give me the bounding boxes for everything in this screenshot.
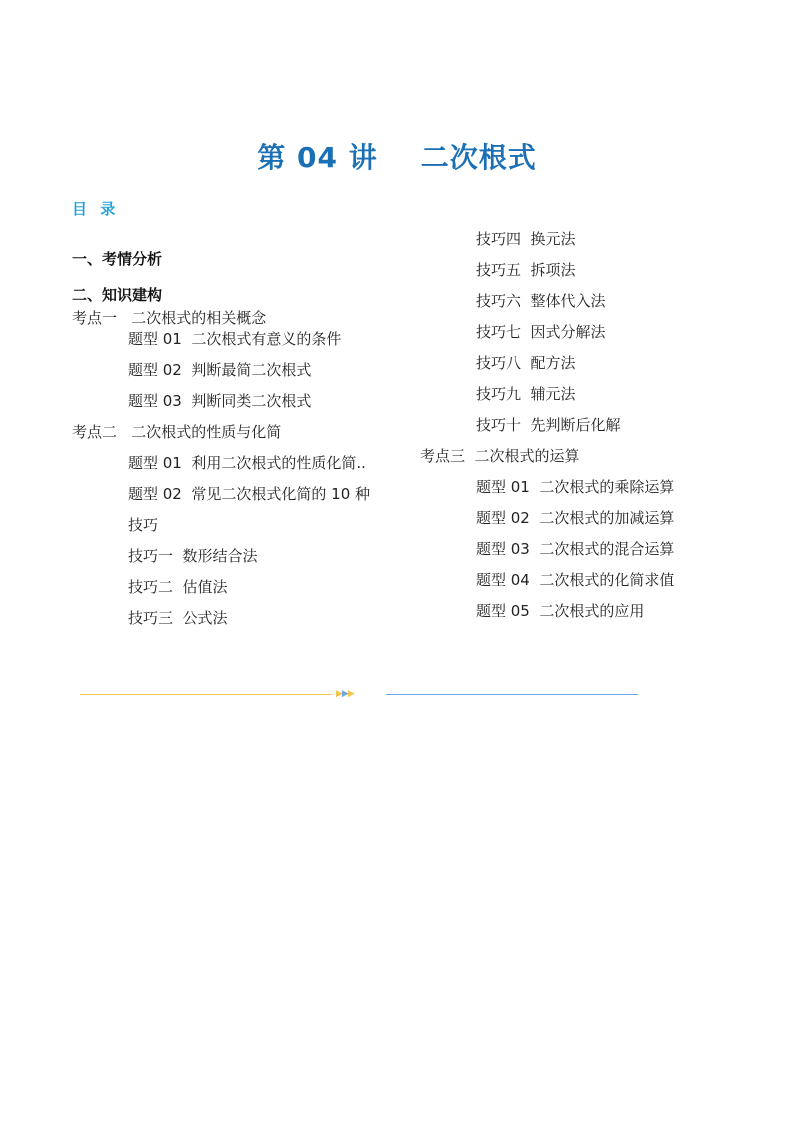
toc-kp3-item[interactable]: 题型 03 二次根式的混合运算 xyxy=(476,540,675,558)
toc-kp1-item[interactable]: 题型 01 二次根式有意义的条件 xyxy=(128,330,342,348)
toc-section-exam-analysis[interactable]: 一、考情分析 xyxy=(72,250,163,268)
toc-kp2-item[interactable]: 题型 02 常见二次根式化简的 10 种 xyxy=(128,485,371,503)
toc-kp2-item[interactable]: 题型 01 利用二次根式的性质化简.. xyxy=(128,454,366,472)
toc-kp2-item[interactable]: 技巧一 数形结合法 xyxy=(128,547,258,565)
toc-section-knowledge-structure[interactable]: 二、知识建构 xyxy=(72,286,163,304)
toc-kp3-item[interactable]: 题型 04 二次根式的化简求值 xyxy=(476,571,675,589)
toc-kp2-item[interactable]: 技巧十 先判断后化解 xyxy=(476,416,621,434)
arrow-right-icon: ▶ xyxy=(341,689,348,699)
toc-heading: 目 录 xyxy=(72,200,120,218)
toc-kp3-title[interactable]: 考点三 二次根式的运算 xyxy=(420,447,580,465)
toc-kp2-item[interactable]: 技巧二 估值法 xyxy=(128,578,228,596)
toc-kp2-item[interactable]: 技巧九 辅元法 xyxy=(476,385,576,403)
page-title: 第 04 讲 二次根式 xyxy=(257,141,537,174)
toc-kp3-item[interactable]: 题型 02 二次根式的加减运算 xyxy=(476,509,675,527)
arrow-right-icon: ▶ xyxy=(347,689,354,699)
divider-arrows-icon xyxy=(336,687,354,701)
divider-line-right xyxy=(386,694,638,695)
toc-kp2-item[interactable]: 技巧 xyxy=(128,516,159,534)
toc-kp2-item[interactable]: 技巧八 配方法 xyxy=(476,354,576,372)
toc-kp2-item[interactable]: 技巧三 公式法 xyxy=(128,609,228,627)
divider-line-left xyxy=(80,694,332,695)
toc-kp2-item[interactable]: 技巧六 整体代入法 xyxy=(476,292,606,310)
toc-kp2-title[interactable]: 考点二 二次根式的性质与化简 xyxy=(72,423,282,441)
toc-kp1-item[interactable]: 题型 03 判断同类二次根式 xyxy=(128,392,312,410)
toc-kp2-item[interactable]: 技巧五 拆项法 xyxy=(476,261,576,279)
toc-kp2-item[interactable]: 技巧七 因式分解法 xyxy=(476,323,606,341)
toc-kp2-item[interactable]: 技巧四 换元法 xyxy=(476,230,576,248)
toc-kp3-item[interactable]: 题型 01 二次根式的乘除运算 xyxy=(476,478,675,496)
toc-kp3-item[interactable]: 题型 05 二次根式的应用 xyxy=(476,602,645,620)
toc-kp1-title[interactable]: 考点一 二次根式的相关概念 xyxy=(72,309,267,327)
toc-kp1-item[interactable]: 题型 02 判断最简二次根式 xyxy=(128,361,312,379)
arrow-right-icon: ▶ xyxy=(336,689,342,699)
